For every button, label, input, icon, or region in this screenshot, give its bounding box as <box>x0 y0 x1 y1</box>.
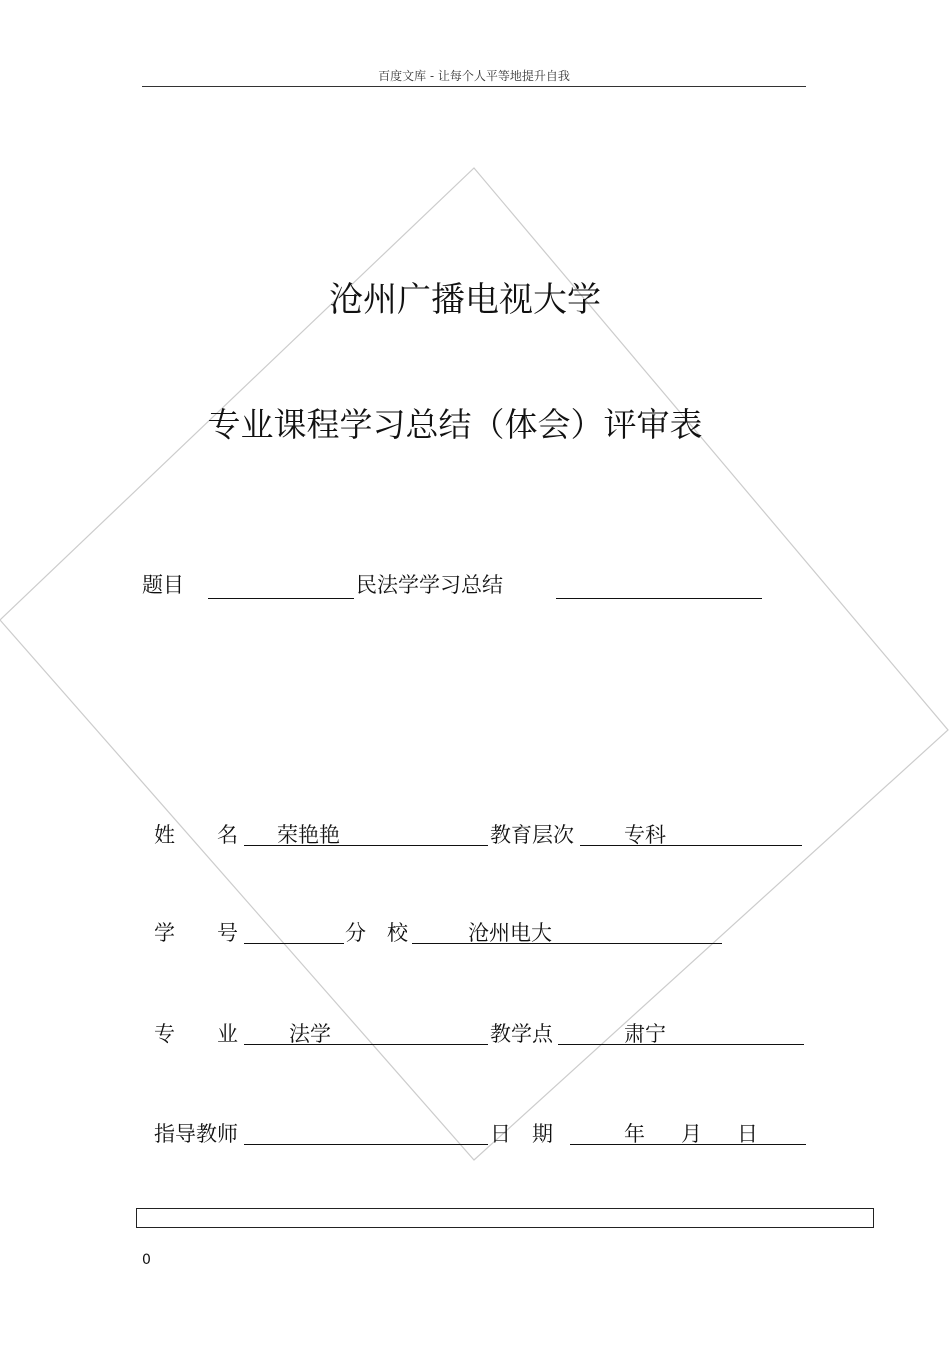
student-id-underline <box>244 943 344 944</box>
university-title: 沧州广播电视大学 <box>329 280 601 320</box>
topic-label: 题目 <box>142 573 184 597</box>
page-header-text: 百度文库 - 让每个人平等地提升自我 <box>378 69 570 83</box>
major-value: 法学 <box>289 1022 331 1046</box>
topic-value: 民法学学习总结 <box>356 573 503 597</box>
date-label: 日 期 <box>490 1122 553 1146</box>
date-year-label: 年 <box>624 1122 645 1146</box>
major-underline <box>244 1044 488 1045</box>
teaching-point-label: 教学点 <box>490 1022 553 1046</box>
topic-underline-right <box>556 598 762 599</box>
teaching-point-underline <box>558 1044 804 1045</box>
bottom-empty-box <box>136 1208 874 1228</box>
level-underline <box>580 845 802 846</box>
branch-label: 分 校 <box>345 921 408 945</box>
student-id-label: 学 号 <box>154 921 238 945</box>
level-label: 教育层次 <box>490 823 574 847</box>
name-value: 荣艳艳 <box>277 823 340 847</box>
topic-underline-left <box>208 598 354 599</box>
major-label: 专 业 <box>154 1022 238 1046</box>
level-value: 专科 <box>624 823 666 847</box>
page-number: 0 <box>142 1252 151 1268</box>
form-title: 专业课程学习总结（体会）评审表 <box>207 405 703 444</box>
teaching-point-value: 肃宁 <box>624 1022 666 1046</box>
advisor-label: 指导教师 <box>154 1122 238 1146</box>
advisor-underline <box>244 1144 488 1145</box>
date-day-label: 日 <box>737 1122 758 1146</box>
date-month-label: 月 <box>681 1122 702 1146</box>
branch-underline <box>412 943 722 944</box>
branch-value: 沧州电大 <box>468 921 552 945</box>
name-label: 姓 名 <box>154 823 238 847</box>
